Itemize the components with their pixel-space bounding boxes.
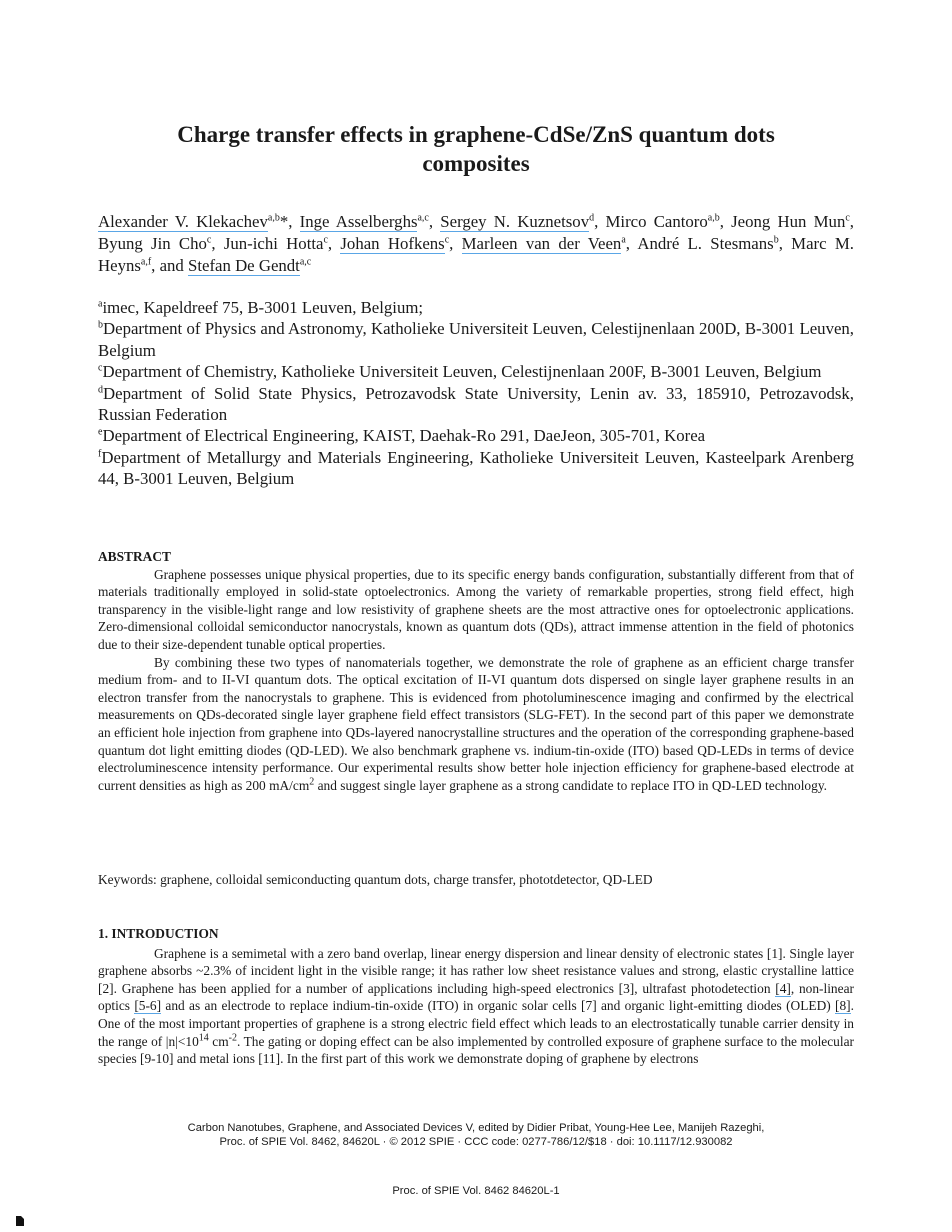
- abstract-p2-text-end: and suggest single layer graphene as a strong candidate to replace ITO in QD-LED technology.: [314, 777, 828, 793]
- intro-text-6: . The gating or doping effect can be also implemented by controlled exposure of graphene surface to the molecular species [9-10] and metal ions [11]. In the first part of this work we demonstrate doping of graphene by electrons: [98, 1033, 855, 1067]
- author-name: Marc M. Heyns: [98, 234, 854, 275]
- affiliation-item: [98, 297, 854, 318]
- author-link[interactable]: Johan Hofkens: [340, 234, 445, 253]
- author-separator: ,: [778, 234, 792, 253]
- affiliation-text: Department of Solid State Physics, Petrozavodsk State University, Lenin av. 33, 185910, Petrozavodsk, Russian Federation: [98, 383, 854, 425]
- author-name: André L. Stesmans: [637, 234, 774, 253]
- affiliation-item: [98, 361, 854, 382]
- author-affiliation-sup: a,b: [707, 212, 720, 224]
- author-link[interactable]: Sergey N. Kuznetsov: [440, 212, 590, 231]
- author-affiliation-sup: b: [773, 234, 779, 246]
- reference-link-4[interactable]: [4]: [775, 980, 791, 996]
- author-name: Jun-ichi Hotta: [223, 234, 324, 253]
- affiliation-sup: a: [98, 298, 103, 310]
- intro-text-5: cm: [208, 1033, 229, 1049]
- reference-link-8[interactable]: [8]: [835, 998, 851, 1014]
- author-affiliation-sup: a,c: [299, 256, 312, 268]
- citation-line-2: Proc. of SPIE Vol. 8462, 84620L · © 2012 SPIE · CCC code: 0277-786/12/$18 · doi: 10.1117/12.930082: [219, 1136, 733, 1148]
- intro-sup-14: 14: [198, 1032, 209, 1044]
- abstract-paragraph-1: Graphene possesses unique physical properties, due to its specific energy bands configuration, substantially different from that of materials traditionally employed in solid-state optoelectronics. Among the variety of remarkable properties, strong field effect, high transparency in the visible-light range and low resistivity of graphene sheets are the most attractive ones for optoelectronic applications. Zero-dimensional colloidal semiconductor nanocrystals, known as quantum dots (QDs), attract immense attention in the field of photonics due to their size-dependent tunable optical properties.: [98, 566, 854, 652]
- author-list: [98, 211, 854, 277]
- affiliation-text: Department of Chemistry, Katholieke Universiteit Leuven, Celestijnenlaan 200F, B-3001 Leuven, Belgium: [102, 362, 822, 382]
- abstract-p2-text: By combining these two types of nanomaterials together, we demonstrate the role of graphene as an efficient charge transfer medium from- and to II-VI quantum dots. The optical excitation of II-VI quantum dots dispersed on single layer graphene results in an electron transfer from the nanocrystals to graphene. This is evidenced from photoluminescence imaging and confirmed by the electrical measurements on QDs-decorated single layer graphene field effect transistors (SLG-FET). In the second part of this paper we demonstrate an efficient hole injection from graphene into QDs-layered nanocrystalline structures and the operation of the corresponding graphene-based quantum dot light emitting diodes (QD-LED). We also benchmark graphene vs. indium-tin-oxide (ITO) based QD-LEDs in terms of device electroluminescence intensity performance. Our experimental results show better hole injection efficiency for graphene-based electrode at current densities as high as 200 mA/cm: [98, 654, 854, 793]
- title-line-2: composites: [422, 151, 530, 176]
- author-affiliation-sup: c: [323, 234, 328, 246]
- abstract-paragraph-2: [98, 654, 854, 795]
- intro-text-1: Graphene is a semimetal with a zero band overlap, linear energy dispersion and linear density of electronic states [1]. Single layer graphene absorbs ~2.3% of incident light in the visible range; it has rather low sheet resistance values and strong, elastic crystalline lattice [2]. Graphene has been applied for a number of applications including high-speed electronics [3], ultrafast photodetection: [98, 945, 854, 996]
- affiliation-sup: b: [98, 319, 103, 331]
- affiliation-sup: e: [98, 426, 103, 438]
- citation-footer: [98, 1121, 854, 1149]
- affiliation-text: Department of Metallurgy and Materials Engineering, Katholieke Universiteit Leuven, Kasteelpark Arenberg 44, B-3001 Leuven, Belgium: [98, 447, 854, 489]
- intro-sup-minus-2: -2: [228, 1032, 237, 1044]
- affiliation-sup: d: [98, 384, 103, 396]
- author-name: Jeong Hun Mun: [731, 212, 846, 231]
- author-link[interactable]: Inge Asselberghs: [299, 212, 418, 231]
- author-affiliation-sup: d: [589, 212, 595, 224]
- author-separator: ,: [449, 234, 462, 253]
- author-link[interactable]: Marleen van der Veen: [461, 234, 622, 253]
- citation-line-1: Carbon Nanotubes, Graphene, and Associated Devices V, edited by Didier Pribat, Young-Hee Lee, Manijeh Razeghi,: [187, 1122, 765, 1134]
- affiliation-sup: f: [98, 448, 102, 460]
- author-separator: ,: [719, 212, 732, 231]
- introduction-paragraph: [98, 945, 854, 1068]
- author-separator: ,: [849, 212, 854, 231]
- author-affiliation-sup: a: [621, 234, 626, 246]
- author-separator: ,: [211, 234, 224, 253]
- affiliation-text: imec, Kapeldreef 75, B-3001 Leuven, Belgium;: [102, 298, 424, 317]
- author-affiliation-sup: a,b: [267, 212, 280, 224]
- author-affiliation-sup: c: [206, 234, 212, 246]
- intro-text-3: and as an electrode to replace indium-tin-oxide (ITO) in organic solar cells [7] and organic light-emitting diodes (OLED): [161, 998, 836, 1014]
- affiliation-text: Department of Physics and Astronomy, Katholieke Universiteit Leuven, Celestijnenlaan 200D, B-3001 Leuven, Belgium: [98, 319, 854, 360]
- affiliation-item: [98, 425, 854, 446]
- author-affiliation-sup: c: [845, 212, 850, 224]
- keywords: Keywords: graphene, colloidal semiconducting quantum dots, charge transfer, phototdetector, QD-LED: [98, 872, 653, 887]
- author-affiliation-sup: a,c: [417, 212, 429, 224]
- affiliation-item: [98, 383, 854, 426]
- affiliation-item: [98, 318, 854, 361]
- author-separator: ,: [327, 234, 341, 253]
- title-line-1: Charge transfer effects in graphene-CdSe/ZnS quantum dots: [177, 122, 775, 147]
- author-link[interactable]: Alexander V. Klekachev: [98, 212, 268, 231]
- author-name: Byung Jin Cho: [98, 234, 207, 253]
- abstract-heading: ABSTRACT: [98, 549, 171, 564]
- introduction-section: [98, 925, 854, 1068]
- author-separator: *,: [279, 212, 300, 231]
- paper-title: [98, 120, 854, 178]
- author-separator: , and: [151, 256, 188, 275]
- author-separator: ,: [625, 234, 638, 253]
- author-name: Mirco Cantoro: [605, 212, 708, 231]
- intro-text-2: , non-linear optics: [98, 980, 854, 1014]
- affiliation-sup: c: [98, 362, 103, 374]
- introduction-heading: 1. INTRODUCTION: [98, 926, 219, 941]
- author-link[interactable]: Stefan De Gendt: [188, 256, 300, 275]
- author-affiliation-sup: a,f: [140, 256, 152, 268]
- abstract-section: [98, 548, 854, 794]
- affiliation-text: Department of Electrical Engineering, KAIST, Daehak-Ro 291, DaeJeon, 305-701, Korea: [102, 426, 706, 446]
- page-number-label: Proc. of SPIE Vol. 8462 84620L-1: [392, 1185, 560, 1197]
- author-affiliation-sup: c: [444, 234, 450, 246]
- affiliation-item: [98, 447, 854, 490]
- corner-mark-icon: [16, 1216, 24, 1226]
- abstract-p2-sup: 2: [309, 776, 315, 788]
- author-separator: ,: [594, 212, 606, 231]
- author-separator: ,: [428, 212, 441, 231]
- affiliation-list: [98, 297, 854, 490]
- intro-text-4: . One of the most important properties of graphene is a strong electric field effect which leads to an electrostatically tunable carrier density in the range of |n|<10: [98, 998, 854, 1049]
- reference-link-5-6[interactable]: [5-6]: [134, 998, 162, 1014]
